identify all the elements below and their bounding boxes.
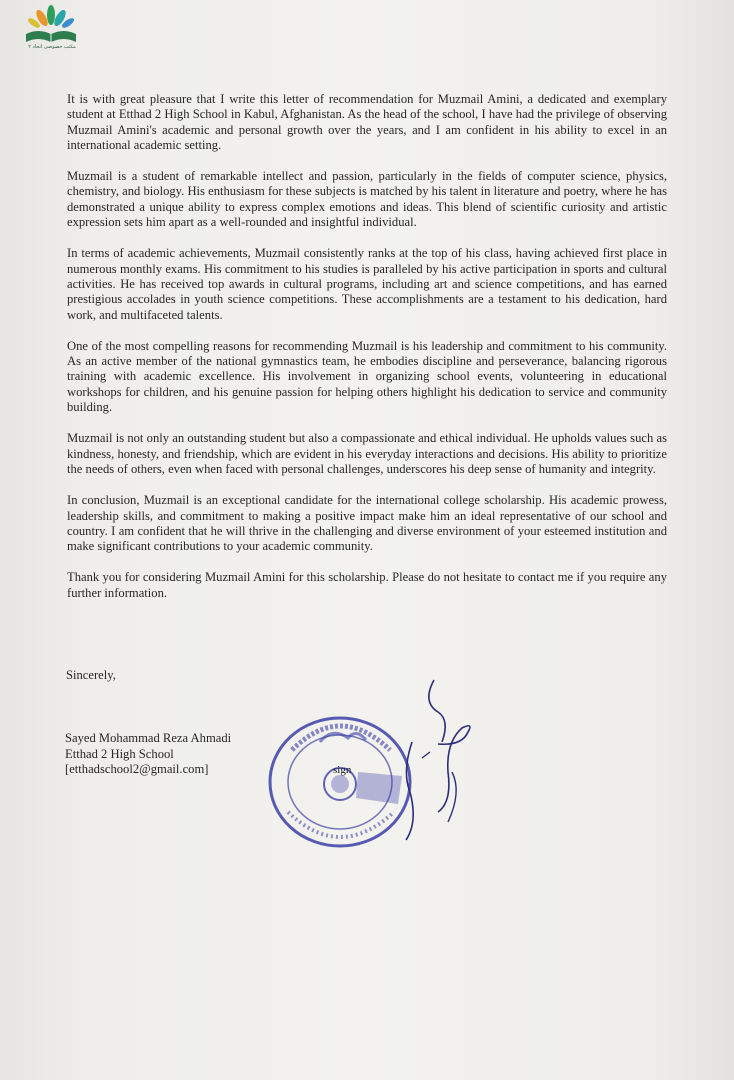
letter-paragraph-6: In conclusion, Muzmail is an exceptional candidate for the international college scholarship. His academic prowess, leadership skills, and commitment to making a positive impact make him an ideal representative of our school and country. I am confident that he will thrive in the challenging and diverse environment of your esteemed institution and make significant contributions to your academic community. [67,493,667,554]
school-stamp-and-signature [262,672,482,852]
sender-email: [etthadschool2@gmail.com] [65,762,209,777]
sign-label: sign [333,764,352,776]
letter-paragraph-1: It is with great pleasure that I write this letter of recommendation for Muzmail Amini, a dedicated and exemplary student at Etthad 2 High School in Kabul, Afghanistan. As the head of the school, I have had the privilege of observing Muzmail Amini's academic and personal growth over the years, and I am confident in his ability to excel in an international academic setting. [67,92,667,152]
letter-paragraph-5: Muzmail is not only an outstanding student but also a compassionate and ethical individual. He upholds values such as kindness, honesty, and friendship, which are evident in his everyday interactions and decisions. His ability to prioritize the needs of others, even when faced with personal challenges, underscores his deep sense of humanity and integrity. [67,431,667,476]
letter-closing: Sincerely, [66,668,116,682]
letter-body [67,92,667,617]
letter-paragraph-4: One of the most compelling reasons for recommending Muzmail is his leadership and commitment to his community. As an active member of the national gymnastics team, he embodies discipline and perseverance, balancing rigorous training with academic excellence. His involvement in organizing school events, volunteering in educational workshops for children, and his genuine passion for helping others highlight his dedication to service and community building. [67,338,667,415]
school-logo [20,4,82,60]
letter-paragraph-3: In terms of academic achievements, Muzmail consistently ranks at the top of his class, having achieved first place in numerous monthly exams. His commitment to his studies is paralleled by his active participation in sports and cultural activities. He has received top awards in cultural programs, including art and science competitions, and has earned prestigious accolades in youth science competitions. These accomplishments are a testament to his dedication, hard work, and multifaceted talents. [67,246,667,322]
letter-paragraph-7: Thank you for considering Muzmail Amini for this scholarship. Please do not hesitate to contact me if you require any further information. [67,570,667,600]
letter-paragraph-2: Muzmail is a student of remarkable intellect and passion, particularly in the fields of computer science, physics, chemistry, and biology. His enthusiasm for these subjects is matched by his talent in literature and poetry, where he has demonstrated a unique ability to express complex emotions and ideas. This blend of scientific curiosity and artistic expression sets him apart as a well-rounded and insightful individual. [67,169,667,230]
sender-name: Sayed Mohammad Reza Ahmadi [65,731,232,745]
sender-school: Etthad 2 High School [65,746,174,761]
school-logo-caption: مکتب خصوصی اتحاد ۲ [28,44,76,50]
sender-block [65,731,231,778]
